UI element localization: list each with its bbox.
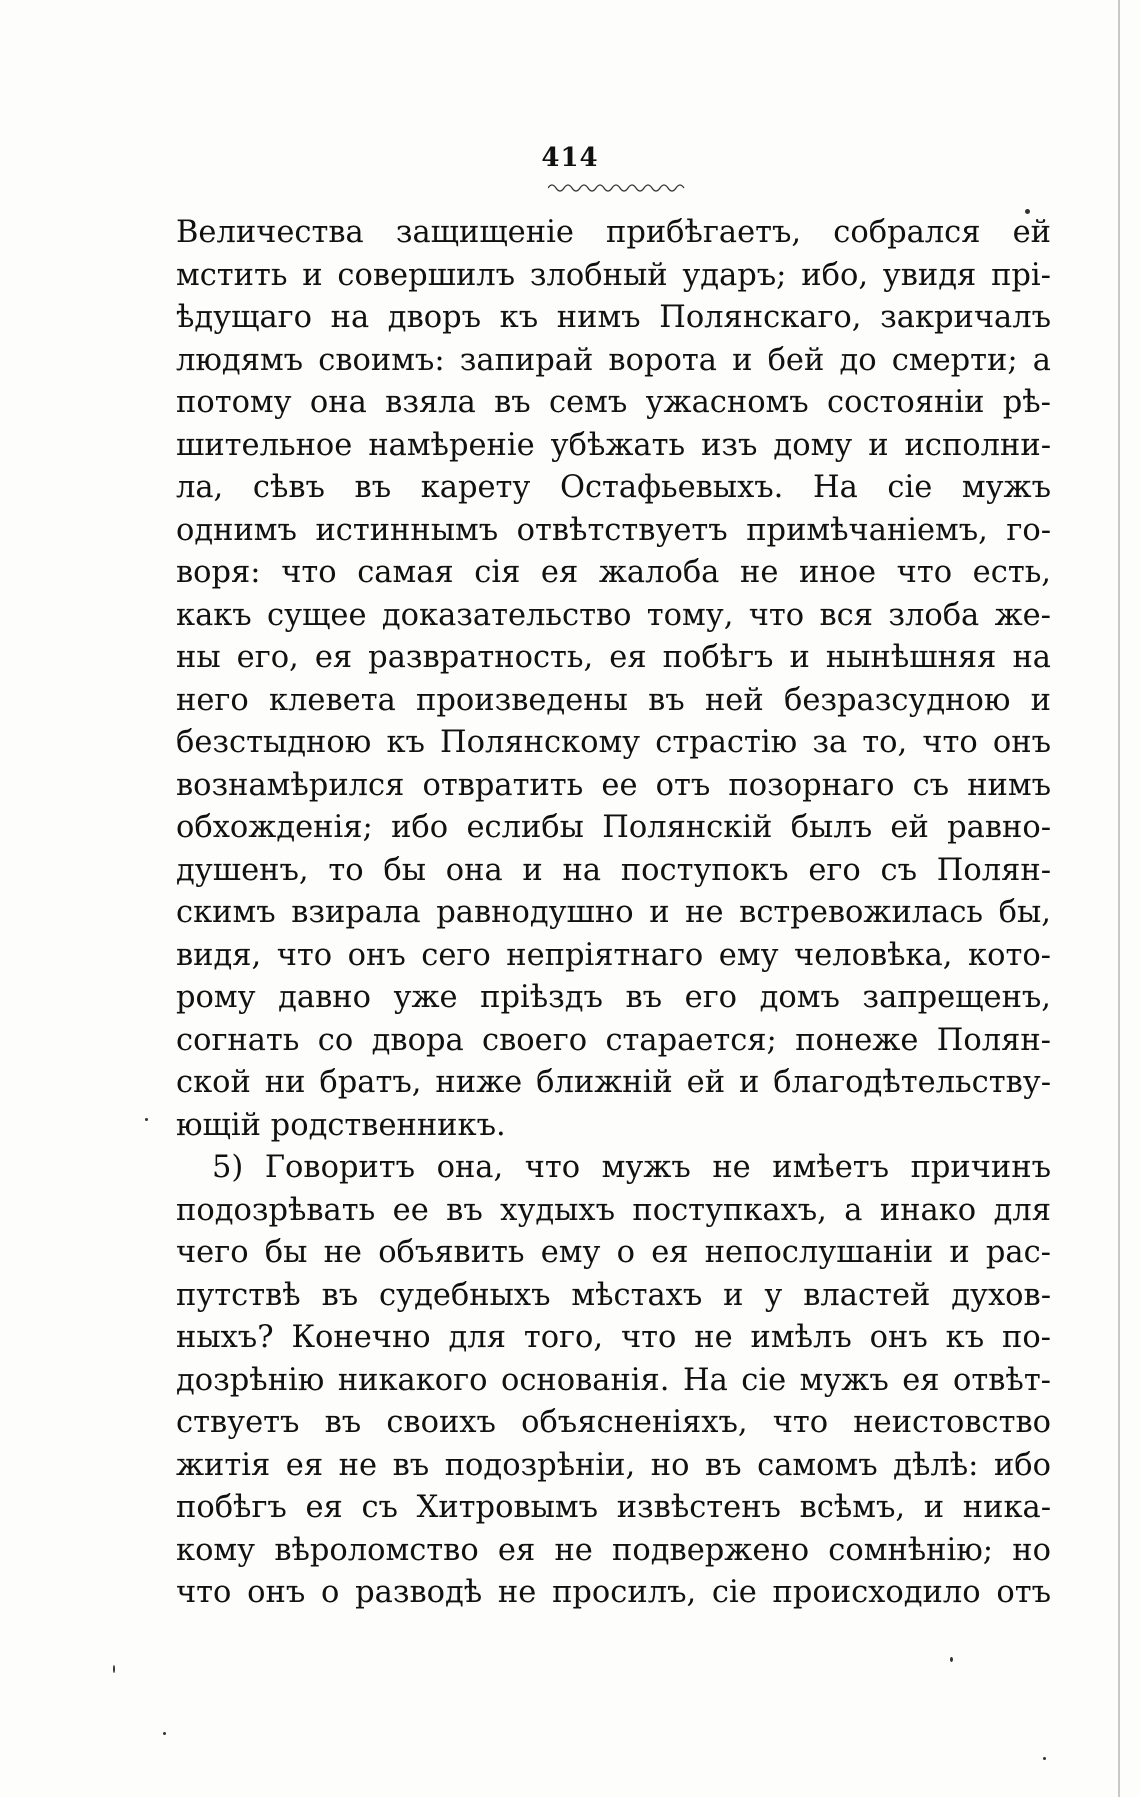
text-line: него клевета произведены въ ней безразсудною и xyxy=(176,682,1051,718)
text-line: путствѣ въ судебныхъ мѣстахъ и у властей духов- xyxy=(176,1277,1051,1313)
text-line: кому вѣроломство ея не подвержено сомнѣнію; но xyxy=(176,1532,1051,1568)
header-ornament xyxy=(548,180,686,192)
text-line: вознамѣрился отвратить ее отъ позорнаго съ нимъ xyxy=(176,767,1051,803)
page-number: 414 xyxy=(541,143,599,173)
text-line: ской ни братъ, ниже ближній ей и благодѣтельству- xyxy=(176,1065,1051,1100)
text-line: воря: что самая сія ея жалоба не иное что есть, xyxy=(176,555,1051,590)
text-line: видя, что онъ сего непріятнаго ему человѣка, кото- xyxy=(176,937,1051,973)
text-line: подозрѣвать ее въ худыхъ поступкахъ, а инако для xyxy=(176,1192,1051,1228)
right-edge-rule xyxy=(1118,0,1120,1797)
text-line: согнать со двора своего старается; понеже Полян- xyxy=(176,1022,1051,1058)
text-line: Величества защищеніе прибѣгаетъ, собрался ей xyxy=(176,215,1051,250)
text-line: чего бы не объявить ему о ея непослушаніи и рас- xyxy=(176,1235,1051,1270)
text-line: людямъ своимъ: запирай ворота и бей до смерти; а xyxy=(176,342,1051,378)
text-line: мстить и совершилъ злобный ударъ; ибо, увидя прі- xyxy=(176,257,1051,293)
text-line: какъ сущее доказательство тому, что вся злоба же- xyxy=(176,597,1051,633)
text-line: ѣдущаго на дворъ къ нимъ Полянскаго, закричалъ xyxy=(176,300,1051,335)
ink-speck xyxy=(163,1732,166,1735)
ink-speck xyxy=(113,1665,115,1673)
paragraph-end-line: ющій родственникъ. xyxy=(176,1107,506,1143)
text-line: обхожденія; ибо еслибы Полянскій былъ ей равно- xyxy=(176,810,1051,845)
text-line: дозрѣнію никакого основанія. На сіе мужъ ея отвѣт- xyxy=(176,1362,1051,1398)
text-line: побѣгъ ея съ Хитровымъ извѣстенъ всѣмъ, и ника- xyxy=(176,1490,1051,1525)
text-line: ны его, ея развратность, ея побѣгъ и нынѣшняя на xyxy=(176,640,1051,675)
body-text xyxy=(176,212,1051,1615)
ink-speck xyxy=(1043,1757,1046,1760)
text-line: ла, сѣвъ въ карету Остафьевыхъ. На сіе мужъ xyxy=(176,470,1051,505)
text-line: житія ея не въ подозрѣніи, но въ самомъ дѣлѣ: ибо xyxy=(176,1447,1051,1483)
text-line: что онъ о разводѣ не просилъ, сіе происходило отъ xyxy=(176,1575,1051,1610)
text-line: безстыдною къ Полянскому страстію за то, что онъ xyxy=(176,725,1051,760)
text-line: шительное намѣреніе убѣжать изъ дому и исполни- xyxy=(176,427,1051,463)
ink-speck xyxy=(950,1657,953,1662)
paragraph-start-line: 5) Говоритъ она, что мужъ не имѣетъ причинъ xyxy=(212,1150,1051,1185)
text-line: потому она взяла въ семъ ужасномъ состояніи рѣ- xyxy=(176,385,1051,420)
text-line: скимъ взирала равнодушно и не встревожилась бы, xyxy=(176,895,1051,930)
text-line: рому давно уже пріѣздъ въ его домъ запрещенъ, xyxy=(176,980,1051,1015)
text-line: ствуетъ въ своихъ объясненіяхъ, что неистовство xyxy=(176,1405,1051,1440)
ink-speck xyxy=(145,1118,148,1121)
text-line: душенъ, то бы она и на поступокъ его съ Полян- xyxy=(176,852,1051,888)
text-line: ныхъ? Конечно для того, что не имѣлъ онъ къ по- xyxy=(176,1320,1051,1355)
text-line: однимъ истиннымъ отвѣтствуетъ примѣчаніемъ, го- xyxy=(176,512,1051,548)
